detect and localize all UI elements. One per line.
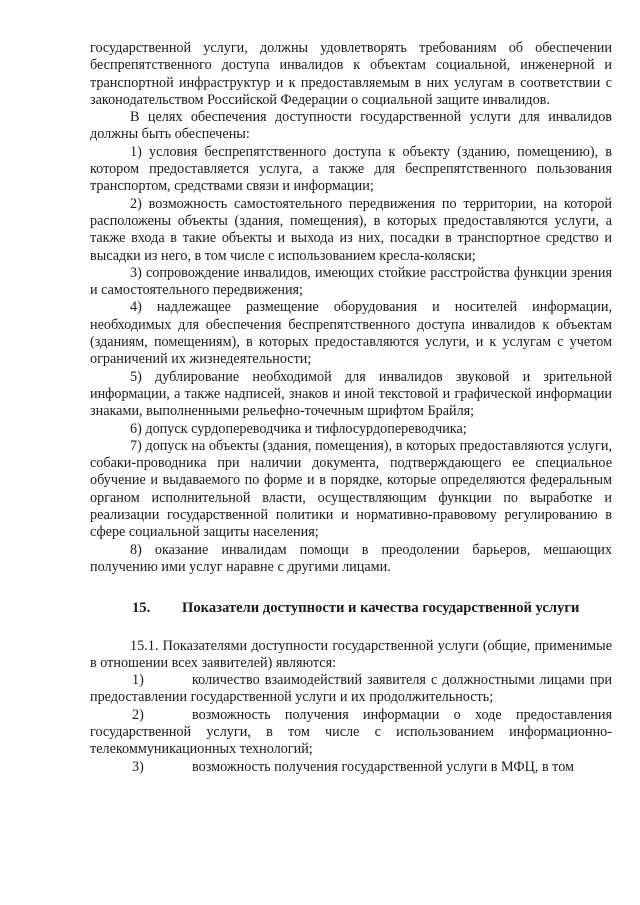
indicator-text: количество взаимодействий заявителя с должностными лицами при предоставлении государственной услуги и их продолжительность; (90, 672, 612, 706)
subsection-intro: 15.1. Показателями доступности государственной услуги (общие, применимые в отношении всех заявителей) являются: (90, 637, 612, 671)
list-item: 1) условия беспрепятственного доступа к объекту (зданию, помещению), в котором предоставляется услуга, а также для беспрепятственного пользования транспортом, средствами связи и информации; (90, 143, 612, 195)
indicator-text: возможность получения информации о ходе предоставления государственной услуги, в том числе с использованием информационно-телекоммуникационных технологий; (90, 706, 612, 758)
indicator-item (90, 759, 612, 776)
indicator-text: возможность получения государственной услуги в МФЦ, в том (192, 758, 575, 775)
intro-paragraph: В целях обеспечения доступности государственной услуги для инвалидов должны быть обеспечены: (90, 109, 612, 143)
list-item: 2) возможность самостоятельного передвижения по территории, на которой расположены объекты (здания, помещения), в которых предоставляются услуги, а также входа в такие объекты и выхода из них, посадки в транспортное средство и высадки из него, в том числе с использованием кресла-коляски; (90, 195, 612, 264)
list-item: 6) допуск сурдопереводчика и тифлосурдопереводчика; (130, 420, 467, 437)
indicators-list (90, 672, 612, 776)
section-number: 15. (132, 600, 151, 617)
indicator-number: 3) (132, 758, 144, 775)
indicator-item (90, 707, 612, 759)
list-item: 4) надлежащее размещение оборудования и носителей информации, необходимых для обеспечения беспрепятственного доступа инвалидов к объектам (зданиям, помещениям), в которых предоставляются услуги, и к услугам с учетом ограничений их жизнедеятельности; (90, 299, 612, 368)
list-item: 5) дублирование необходимой для инвалидов звуковой и зрительной информации, а также надписей, знаков и иной текстовой и графической информации знаками, выполненными рельефно-точечным шрифтом Брайля; (90, 368, 612, 420)
indicator-number: 2) (132, 706, 144, 723)
section-title: Показатели доступности и качества государственной услуги (182, 600, 580, 617)
list-item: 8) оказание инвалидам помощи в преодолении барьеров, мешающих получению ими услуг наравне с другими лицами. (90, 541, 612, 575)
indicator-item (90, 672, 612, 707)
requirements-list (90, 144, 612, 576)
section-heading (90, 600, 612, 617)
list-item: 7) допуск на объекты (здания, помещения), в которых предоставляются услуги, собаки-проводника при наличии документа, подтверждающего ее специальное обучение и выдаваемого по форме и в порядке, которые определяются федеральным органом исполнительной власти, осуществляющим функции по выработке и реализации государственной политики и нормативно-правовому регулированию в сфере социальной защиты населения; (90, 437, 612, 541)
continuation-paragraph: государственной услуги, должны удовлетворять требованиям об обеспечении беспрепятственного доступа инвалидов к объектам социальной, инженерной и транспортной инфраструктур и к предоставляемым в них услугам в соответствии с законодательством Российской Федерации о социальной защите инвалидов. (90, 40, 612, 108)
indicator-number: 1) (132, 672, 144, 689)
list-item: 3) сопровождение инвалидов, имеющих стойкие расстройства функции зрения и самостоятельного передвижения; (90, 264, 612, 299)
